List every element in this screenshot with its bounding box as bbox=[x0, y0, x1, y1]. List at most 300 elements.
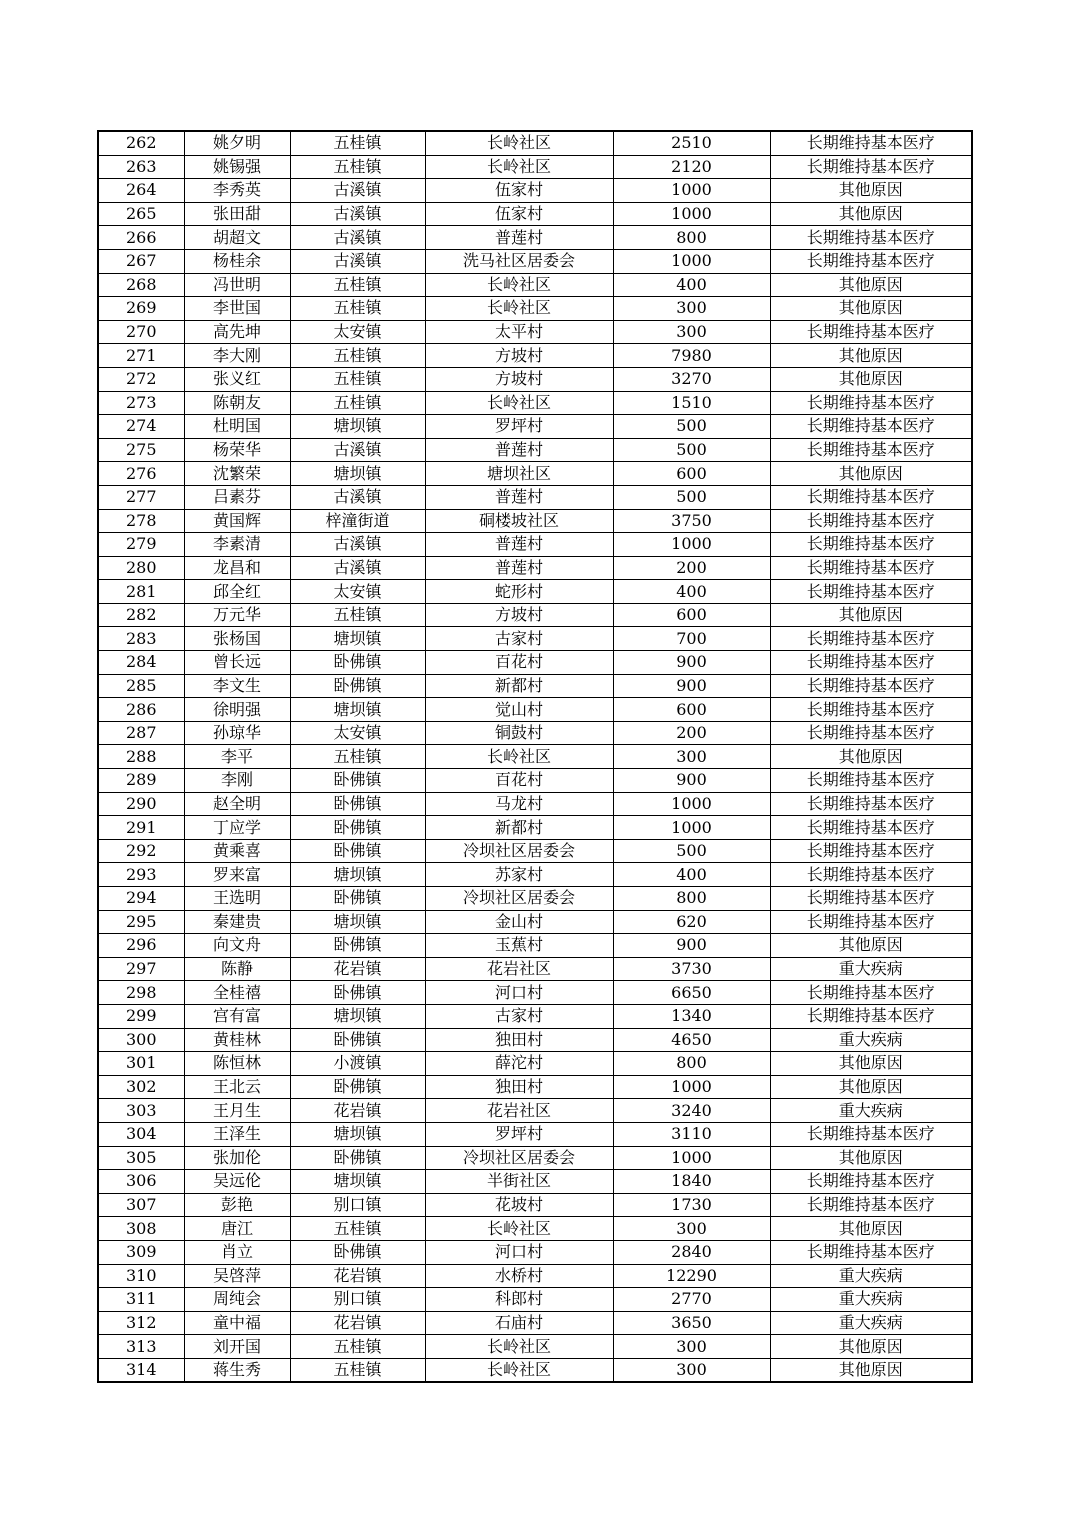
reason-cell: 其他原因 bbox=[770, 367, 972, 391]
table-row bbox=[98, 155, 972, 179]
town-cell: 塘坝镇 bbox=[290, 910, 425, 934]
reason-cell: 长期维持基本医疗 bbox=[770, 556, 972, 580]
table-row bbox=[98, 674, 972, 698]
town-cell: 卧佛镇 bbox=[290, 1075, 425, 1099]
amount-cell: 2840 bbox=[613, 1240, 770, 1264]
table-row bbox=[98, 509, 972, 533]
amount-cell: 4650 bbox=[613, 1028, 770, 1052]
town-cell: 五桂镇 bbox=[290, 344, 425, 368]
name-cell: 秦建贵 bbox=[184, 910, 290, 934]
row-number-cell: 280 bbox=[98, 556, 184, 580]
name-cell: 沈繁荣 bbox=[184, 462, 290, 486]
reason-cell: 长期维持基本医疗 bbox=[770, 438, 972, 462]
row-number-cell: 281 bbox=[98, 580, 184, 604]
amount-cell: 600 bbox=[613, 462, 770, 486]
table-row bbox=[98, 1358, 972, 1382]
village-cell: 新都村 bbox=[425, 674, 613, 698]
reason-cell: 长期维持基本医疗 bbox=[770, 1004, 972, 1028]
amount-cell: 1000 bbox=[613, 1146, 770, 1170]
town-cell: 别口镇 bbox=[290, 1288, 425, 1312]
amount-cell: 900 bbox=[613, 769, 770, 793]
amount-cell: 6650 bbox=[613, 981, 770, 1005]
beneficiary-table-body bbox=[98, 131, 972, 1382]
row-number-cell: 303 bbox=[98, 1099, 184, 1123]
village-cell: 新都村 bbox=[425, 816, 613, 840]
row-number-cell: 297 bbox=[98, 957, 184, 981]
reason-cell: 重大疾病 bbox=[770, 1099, 972, 1123]
name-cell: 刘开国 bbox=[184, 1335, 290, 1359]
table-row bbox=[98, 1240, 972, 1264]
row-number-cell: 278 bbox=[98, 509, 184, 533]
town-cell: 卧佛镇 bbox=[290, 839, 425, 863]
amount-cell: 600 bbox=[613, 698, 770, 722]
reason-cell: 重大疾病 bbox=[770, 957, 972, 981]
amount-cell: 900 bbox=[613, 934, 770, 958]
village-cell: 百花村 bbox=[425, 769, 613, 793]
table-row bbox=[98, 934, 972, 958]
village-cell: 马龙村 bbox=[425, 792, 613, 816]
amount-cell: 300 bbox=[613, 1335, 770, 1359]
table-row bbox=[98, 462, 972, 486]
village-cell: 花岩社区 bbox=[425, 1099, 613, 1123]
village-cell: 太平村 bbox=[425, 320, 613, 344]
table-row bbox=[98, 769, 972, 793]
name-cell: 龙昌和 bbox=[184, 556, 290, 580]
name-cell: 向文舟 bbox=[184, 934, 290, 958]
table-row bbox=[98, 745, 972, 769]
town-cell: 梓潼街道 bbox=[290, 509, 425, 533]
table-row bbox=[98, 1335, 972, 1359]
town-cell: 塘坝镇 bbox=[290, 627, 425, 651]
reason-cell: 其他原因 bbox=[770, 1335, 972, 1359]
amount-cell: 500 bbox=[613, 485, 770, 509]
town-cell: 五桂镇 bbox=[290, 391, 425, 415]
name-cell: 王选明 bbox=[184, 887, 290, 911]
row-number-cell: 292 bbox=[98, 839, 184, 863]
village-cell: 古家村 bbox=[425, 1004, 613, 1028]
amount-cell: 400 bbox=[613, 580, 770, 604]
village-cell: 方坡村 bbox=[425, 344, 613, 368]
village-cell: 塘坝社区 bbox=[425, 462, 613, 486]
village-cell: 方坡村 bbox=[425, 367, 613, 391]
name-cell: 王北云 bbox=[184, 1075, 290, 1099]
village-cell: 长岭社区 bbox=[425, 155, 613, 179]
row-number-cell: 276 bbox=[98, 462, 184, 486]
row-number-cell: 289 bbox=[98, 769, 184, 793]
name-cell: 李秀英 bbox=[184, 179, 290, 203]
name-cell: 姚锡强 bbox=[184, 155, 290, 179]
table-row bbox=[98, 533, 972, 557]
amount-cell: 600 bbox=[613, 603, 770, 627]
town-cell: 五桂镇 bbox=[290, 603, 425, 627]
name-cell: 赵全明 bbox=[184, 792, 290, 816]
town-cell: 塘坝镇 bbox=[290, 415, 425, 439]
name-cell: 吴啓萍 bbox=[184, 1264, 290, 1288]
village-cell: 普莲村 bbox=[425, 226, 613, 250]
table-row bbox=[98, 415, 972, 439]
amount-cell: 2770 bbox=[613, 1288, 770, 1312]
row-number-cell: 294 bbox=[98, 887, 184, 911]
table-row bbox=[98, 957, 972, 981]
village-cell: 石庙村 bbox=[425, 1311, 613, 1335]
row-number-cell: 293 bbox=[98, 863, 184, 887]
name-cell: 蒋生秀 bbox=[184, 1358, 290, 1382]
amount-cell: 1000 bbox=[613, 533, 770, 557]
amount-cell: 500 bbox=[613, 415, 770, 439]
village-cell: 普莲村 bbox=[425, 438, 613, 462]
table-row bbox=[98, 1028, 972, 1052]
row-number-cell: 301 bbox=[98, 1052, 184, 1076]
table-row bbox=[98, 981, 972, 1005]
village-cell: 薛沱村 bbox=[425, 1052, 613, 1076]
village-cell: 古家村 bbox=[425, 627, 613, 651]
name-cell: 吴远伦 bbox=[184, 1170, 290, 1194]
row-number-cell: 311 bbox=[98, 1288, 184, 1312]
amount-cell: 300 bbox=[613, 1358, 770, 1382]
name-cell: 黄国辉 bbox=[184, 509, 290, 533]
table-row bbox=[98, 344, 972, 368]
row-number-cell: 302 bbox=[98, 1075, 184, 1099]
table-row bbox=[98, 1193, 972, 1217]
table-row bbox=[98, 1099, 972, 1123]
row-number-cell: 269 bbox=[98, 297, 184, 321]
row-number-cell: 309 bbox=[98, 1240, 184, 1264]
reason-cell: 其他原因 bbox=[770, 179, 972, 203]
reason-cell: 长期维持基本医疗 bbox=[770, 698, 972, 722]
table-row bbox=[98, 839, 972, 863]
table-row bbox=[98, 603, 972, 627]
row-number-cell: 273 bbox=[98, 391, 184, 415]
row-number-cell: 286 bbox=[98, 698, 184, 722]
name-cell: 唐江 bbox=[184, 1217, 290, 1241]
amount-cell: 3750 bbox=[613, 509, 770, 533]
amount-cell: 2120 bbox=[613, 155, 770, 179]
name-cell: 陈恒林 bbox=[184, 1052, 290, 1076]
amount-cell: 1730 bbox=[613, 1193, 770, 1217]
row-number-cell: 271 bbox=[98, 344, 184, 368]
row-number-cell: 308 bbox=[98, 1217, 184, 1241]
amount-cell: 1000 bbox=[613, 179, 770, 203]
table-row bbox=[98, 297, 972, 321]
reason-cell: 其他原因 bbox=[770, 462, 972, 486]
reason-cell: 重大疾病 bbox=[770, 1028, 972, 1052]
table-row bbox=[98, 1052, 972, 1076]
amount-cell: 1000 bbox=[613, 816, 770, 840]
name-cell: 冯世明 bbox=[184, 273, 290, 297]
reason-cell: 其他原因 bbox=[770, 1146, 972, 1170]
reason-cell: 长期维持基本医疗 bbox=[770, 1122, 972, 1146]
village-cell: 硐楼坡社区 bbox=[425, 509, 613, 533]
town-cell: 卧佛镇 bbox=[290, 934, 425, 958]
amount-cell: 500 bbox=[613, 839, 770, 863]
reason-cell: 长期维持基本医疗 bbox=[770, 249, 972, 273]
table-row bbox=[98, 651, 972, 675]
reason-cell: 长期维持基本医疗 bbox=[770, 792, 972, 816]
name-cell: 孙琼华 bbox=[184, 721, 290, 745]
name-cell: 陈静 bbox=[184, 957, 290, 981]
amount-cell: 900 bbox=[613, 651, 770, 675]
reason-cell: 长期维持基本医疗 bbox=[770, 769, 972, 793]
village-cell: 水桥村 bbox=[425, 1264, 613, 1288]
table-row bbox=[98, 627, 972, 651]
name-cell: 曾长远 bbox=[184, 651, 290, 675]
reason-cell: 长期维持基本医疗 bbox=[770, 226, 972, 250]
row-number-cell: 298 bbox=[98, 981, 184, 1005]
row-number-cell: 288 bbox=[98, 745, 184, 769]
name-cell: 李文生 bbox=[184, 674, 290, 698]
reason-cell: 长期维持基本医疗 bbox=[770, 981, 972, 1005]
village-cell: 罗坪村 bbox=[425, 415, 613, 439]
town-cell: 花岩镇 bbox=[290, 1099, 425, 1123]
village-cell: 铜鼓村 bbox=[425, 721, 613, 745]
row-number-cell: 304 bbox=[98, 1122, 184, 1146]
name-cell: 黄乘喜 bbox=[184, 839, 290, 863]
name-cell: 杨桂余 bbox=[184, 249, 290, 273]
village-cell: 伍家村 bbox=[425, 179, 613, 203]
name-cell: 李大刚 bbox=[184, 344, 290, 368]
row-number-cell: 272 bbox=[98, 367, 184, 391]
village-cell: 长岭社区 bbox=[425, 391, 613, 415]
name-cell: 宫有富 bbox=[184, 1004, 290, 1028]
village-cell: 方坡村 bbox=[425, 603, 613, 627]
row-number-cell: 305 bbox=[98, 1146, 184, 1170]
village-cell: 洗马社区居委会 bbox=[425, 249, 613, 273]
table-row bbox=[98, 202, 972, 226]
town-cell: 古溪镇 bbox=[290, 438, 425, 462]
document-page bbox=[97, 130, 971, 1383]
amount-cell: 3650 bbox=[613, 1311, 770, 1335]
row-number-cell: 266 bbox=[98, 226, 184, 250]
table-row bbox=[98, 1264, 972, 1288]
table-row bbox=[98, 1122, 972, 1146]
name-cell: 黄桂林 bbox=[184, 1028, 290, 1052]
row-number-cell: 299 bbox=[98, 1004, 184, 1028]
town-cell: 卧佛镇 bbox=[290, 1028, 425, 1052]
row-number-cell: 306 bbox=[98, 1170, 184, 1194]
name-cell: 童中福 bbox=[184, 1311, 290, 1335]
table-row bbox=[98, 273, 972, 297]
name-cell: 高先坤 bbox=[184, 320, 290, 344]
amount-cell: 7980 bbox=[613, 344, 770, 368]
town-cell: 卧佛镇 bbox=[290, 981, 425, 1005]
reason-cell: 长期维持基本医疗 bbox=[770, 651, 972, 675]
row-number-cell: 264 bbox=[98, 179, 184, 203]
table-row bbox=[98, 391, 972, 415]
village-cell: 普莲村 bbox=[425, 556, 613, 580]
table-row bbox=[98, 910, 972, 934]
row-number-cell: 282 bbox=[98, 603, 184, 627]
row-number-cell: 290 bbox=[98, 792, 184, 816]
reason-cell: 其他原因 bbox=[770, 1075, 972, 1099]
town-cell: 塘坝镇 bbox=[290, 1004, 425, 1028]
name-cell: 罗来富 bbox=[184, 863, 290, 887]
town-cell: 五桂镇 bbox=[290, 1358, 425, 1382]
amount-cell: 1510 bbox=[613, 391, 770, 415]
town-cell: 太安镇 bbox=[290, 320, 425, 344]
row-number-cell: 267 bbox=[98, 249, 184, 273]
table-row bbox=[98, 1170, 972, 1194]
name-cell: 王泽生 bbox=[184, 1122, 290, 1146]
town-cell: 五桂镇 bbox=[290, 1335, 425, 1359]
village-cell: 独田村 bbox=[425, 1028, 613, 1052]
village-cell: 长岭社区 bbox=[425, 297, 613, 321]
table-row bbox=[98, 863, 972, 887]
amount-cell: 3240 bbox=[613, 1099, 770, 1123]
row-number-cell: 310 bbox=[98, 1264, 184, 1288]
table-row bbox=[98, 226, 972, 250]
town-cell: 卧佛镇 bbox=[290, 769, 425, 793]
village-cell: 长岭社区 bbox=[425, 1335, 613, 1359]
town-cell: 五桂镇 bbox=[290, 745, 425, 769]
reason-cell: 其他原因 bbox=[770, 1052, 972, 1076]
town-cell: 别口镇 bbox=[290, 1193, 425, 1217]
table-row bbox=[98, 485, 972, 509]
town-cell: 塘坝镇 bbox=[290, 863, 425, 887]
village-cell: 苏家村 bbox=[425, 863, 613, 887]
reason-cell: 长期维持基本医疗 bbox=[770, 533, 972, 557]
amount-cell: 1000 bbox=[613, 249, 770, 273]
town-cell: 太安镇 bbox=[290, 721, 425, 745]
reason-cell: 重大疾病 bbox=[770, 1264, 972, 1288]
row-number-cell: 312 bbox=[98, 1311, 184, 1335]
village-cell: 普莲村 bbox=[425, 485, 613, 509]
reason-cell: 长期维持基本医疗 bbox=[770, 509, 972, 533]
reason-cell: 其他原因 bbox=[770, 934, 972, 958]
amount-cell: 1340 bbox=[613, 1004, 770, 1028]
row-number-cell: 296 bbox=[98, 934, 184, 958]
town-cell: 五桂镇 bbox=[290, 131, 425, 155]
town-cell: 古溪镇 bbox=[290, 202, 425, 226]
name-cell: 李世国 bbox=[184, 297, 290, 321]
name-cell: 肖立 bbox=[184, 1240, 290, 1264]
town-cell: 卧佛镇 bbox=[290, 887, 425, 911]
reason-cell: 其他原因 bbox=[770, 1358, 972, 1382]
name-cell: 全桂禧 bbox=[184, 981, 290, 1005]
table-row bbox=[98, 179, 972, 203]
amount-cell: 700 bbox=[613, 627, 770, 651]
reason-cell: 长期维持基本医疗 bbox=[770, 839, 972, 863]
amount-cell: 800 bbox=[613, 226, 770, 250]
name-cell: 彭艳 bbox=[184, 1193, 290, 1217]
row-number-cell: 285 bbox=[98, 674, 184, 698]
amount-cell: 800 bbox=[613, 887, 770, 911]
row-number-cell: 291 bbox=[98, 816, 184, 840]
reason-cell: 重大疾病 bbox=[770, 1311, 972, 1335]
reason-cell: 长期维持基本医疗 bbox=[770, 816, 972, 840]
name-cell: 张义红 bbox=[184, 367, 290, 391]
village-cell: 百花村 bbox=[425, 651, 613, 675]
town-cell: 花岩镇 bbox=[290, 1311, 425, 1335]
row-number-cell: 287 bbox=[98, 721, 184, 745]
village-cell: 伍家村 bbox=[425, 202, 613, 226]
name-cell: 张田甜 bbox=[184, 202, 290, 226]
table-row bbox=[98, 816, 972, 840]
name-cell: 李平 bbox=[184, 745, 290, 769]
town-cell: 太安镇 bbox=[290, 580, 425, 604]
row-number-cell: 313 bbox=[98, 1335, 184, 1359]
town-cell: 古溪镇 bbox=[290, 226, 425, 250]
row-number-cell: 314 bbox=[98, 1358, 184, 1382]
reason-cell: 长期维持基本医疗 bbox=[770, 320, 972, 344]
row-number-cell: 275 bbox=[98, 438, 184, 462]
village-cell: 罗坪村 bbox=[425, 1122, 613, 1146]
town-cell: 塘坝镇 bbox=[290, 1122, 425, 1146]
reason-cell: 长期维持基本医疗 bbox=[770, 674, 972, 698]
table-row bbox=[98, 792, 972, 816]
village-cell: 河口村 bbox=[425, 1240, 613, 1264]
village-cell: 普莲村 bbox=[425, 533, 613, 557]
village-cell: 金山村 bbox=[425, 910, 613, 934]
town-cell: 古溪镇 bbox=[290, 249, 425, 273]
reason-cell: 长期维持基本医疗 bbox=[770, 580, 972, 604]
row-number-cell: 270 bbox=[98, 320, 184, 344]
village-cell: 花岩社区 bbox=[425, 957, 613, 981]
reason-cell: 长期维持基本医疗 bbox=[770, 1170, 972, 1194]
town-cell: 卧佛镇 bbox=[290, 816, 425, 840]
reason-cell: 长期维持基本医疗 bbox=[770, 415, 972, 439]
table-row bbox=[98, 1311, 972, 1335]
village-cell: 花坡村 bbox=[425, 1193, 613, 1217]
village-cell: 半街社区 bbox=[425, 1170, 613, 1194]
town-cell: 五桂镇 bbox=[290, 155, 425, 179]
reason-cell: 长期维持基本医疗 bbox=[770, 910, 972, 934]
name-cell: 姚夕明 bbox=[184, 131, 290, 155]
town-cell: 五桂镇 bbox=[290, 367, 425, 391]
reason-cell: 其他原因 bbox=[770, 202, 972, 226]
beneficiary-table bbox=[97, 130, 973, 1383]
name-cell: 张杨国 bbox=[184, 627, 290, 651]
table-row bbox=[98, 438, 972, 462]
row-number-cell: 307 bbox=[98, 1193, 184, 1217]
village-cell: 冷坝社区居委会 bbox=[425, 1146, 613, 1170]
town-cell: 花岩镇 bbox=[290, 957, 425, 981]
table-row bbox=[98, 1075, 972, 1099]
town-cell: 花岩镇 bbox=[290, 1264, 425, 1288]
village-cell: 长岭社区 bbox=[425, 745, 613, 769]
row-number-cell: 279 bbox=[98, 533, 184, 557]
town-cell: 卧佛镇 bbox=[290, 651, 425, 675]
town-cell: 五桂镇 bbox=[290, 1217, 425, 1241]
amount-cell: 2510 bbox=[613, 131, 770, 155]
name-cell: 李刚 bbox=[184, 769, 290, 793]
reason-cell: 其他原因 bbox=[770, 1217, 972, 1241]
name-cell: 杨荣华 bbox=[184, 438, 290, 462]
amount-cell: 620 bbox=[613, 910, 770, 934]
village-cell: 长岭社区 bbox=[425, 273, 613, 297]
reason-cell: 其他原因 bbox=[770, 273, 972, 297]
name-cell: 王月生 bbox=[184, 1099, 290, 1123]
amount-cell: 1000 bbox=[613, 202, 770, 226]
village-cell: 长岭社区 bbox=[425, 131, 613, 155]
name-cell: 丁应学 bbox=[184, 816, 290, 840]
town-cell: 五桂镇 bbox=[290, 273, 425, 297]
row-number-cell: 300 bbox=[98, 1028, 184, 1052]
reason-cell: 长期维持基本医疗 bbox=[770, 131, 972, 155]
table-row bbox=[98, 580, 972, 604]
amount-cell: 3730 bbox=[613, 957, 770, 981]
name-cell: 吕素芬 bbox=[184, 485, 290, 509]
name-cell: 邱全红 bbox=[184, 580, 290, 604]
amount-cell: 200 bbox=[613, 556, 770, 580]
village-cell: 长岭社区 bbox=[425, 1358, 613, 1382]
reason-cell: 长期维持基本医疗 bbox=[770, 1240, 972, 1264]
town-cell: 塘坝镇 bbox=[290, 698, 425, 722]
row-number-cell: 265 bbox=[98, 202, 184, 226]
village-cell: 独田村 bbox=[425, 1075, 613, 1099]
town-cell: 卧佛镇 bbox=[290, 1146, 425, 1170]
reason-cell: 长期维持基本医疗 bbox=[770, 721, 972, 745]
name-cell: 万元华 bbox=[184, 603, 290, 627]
